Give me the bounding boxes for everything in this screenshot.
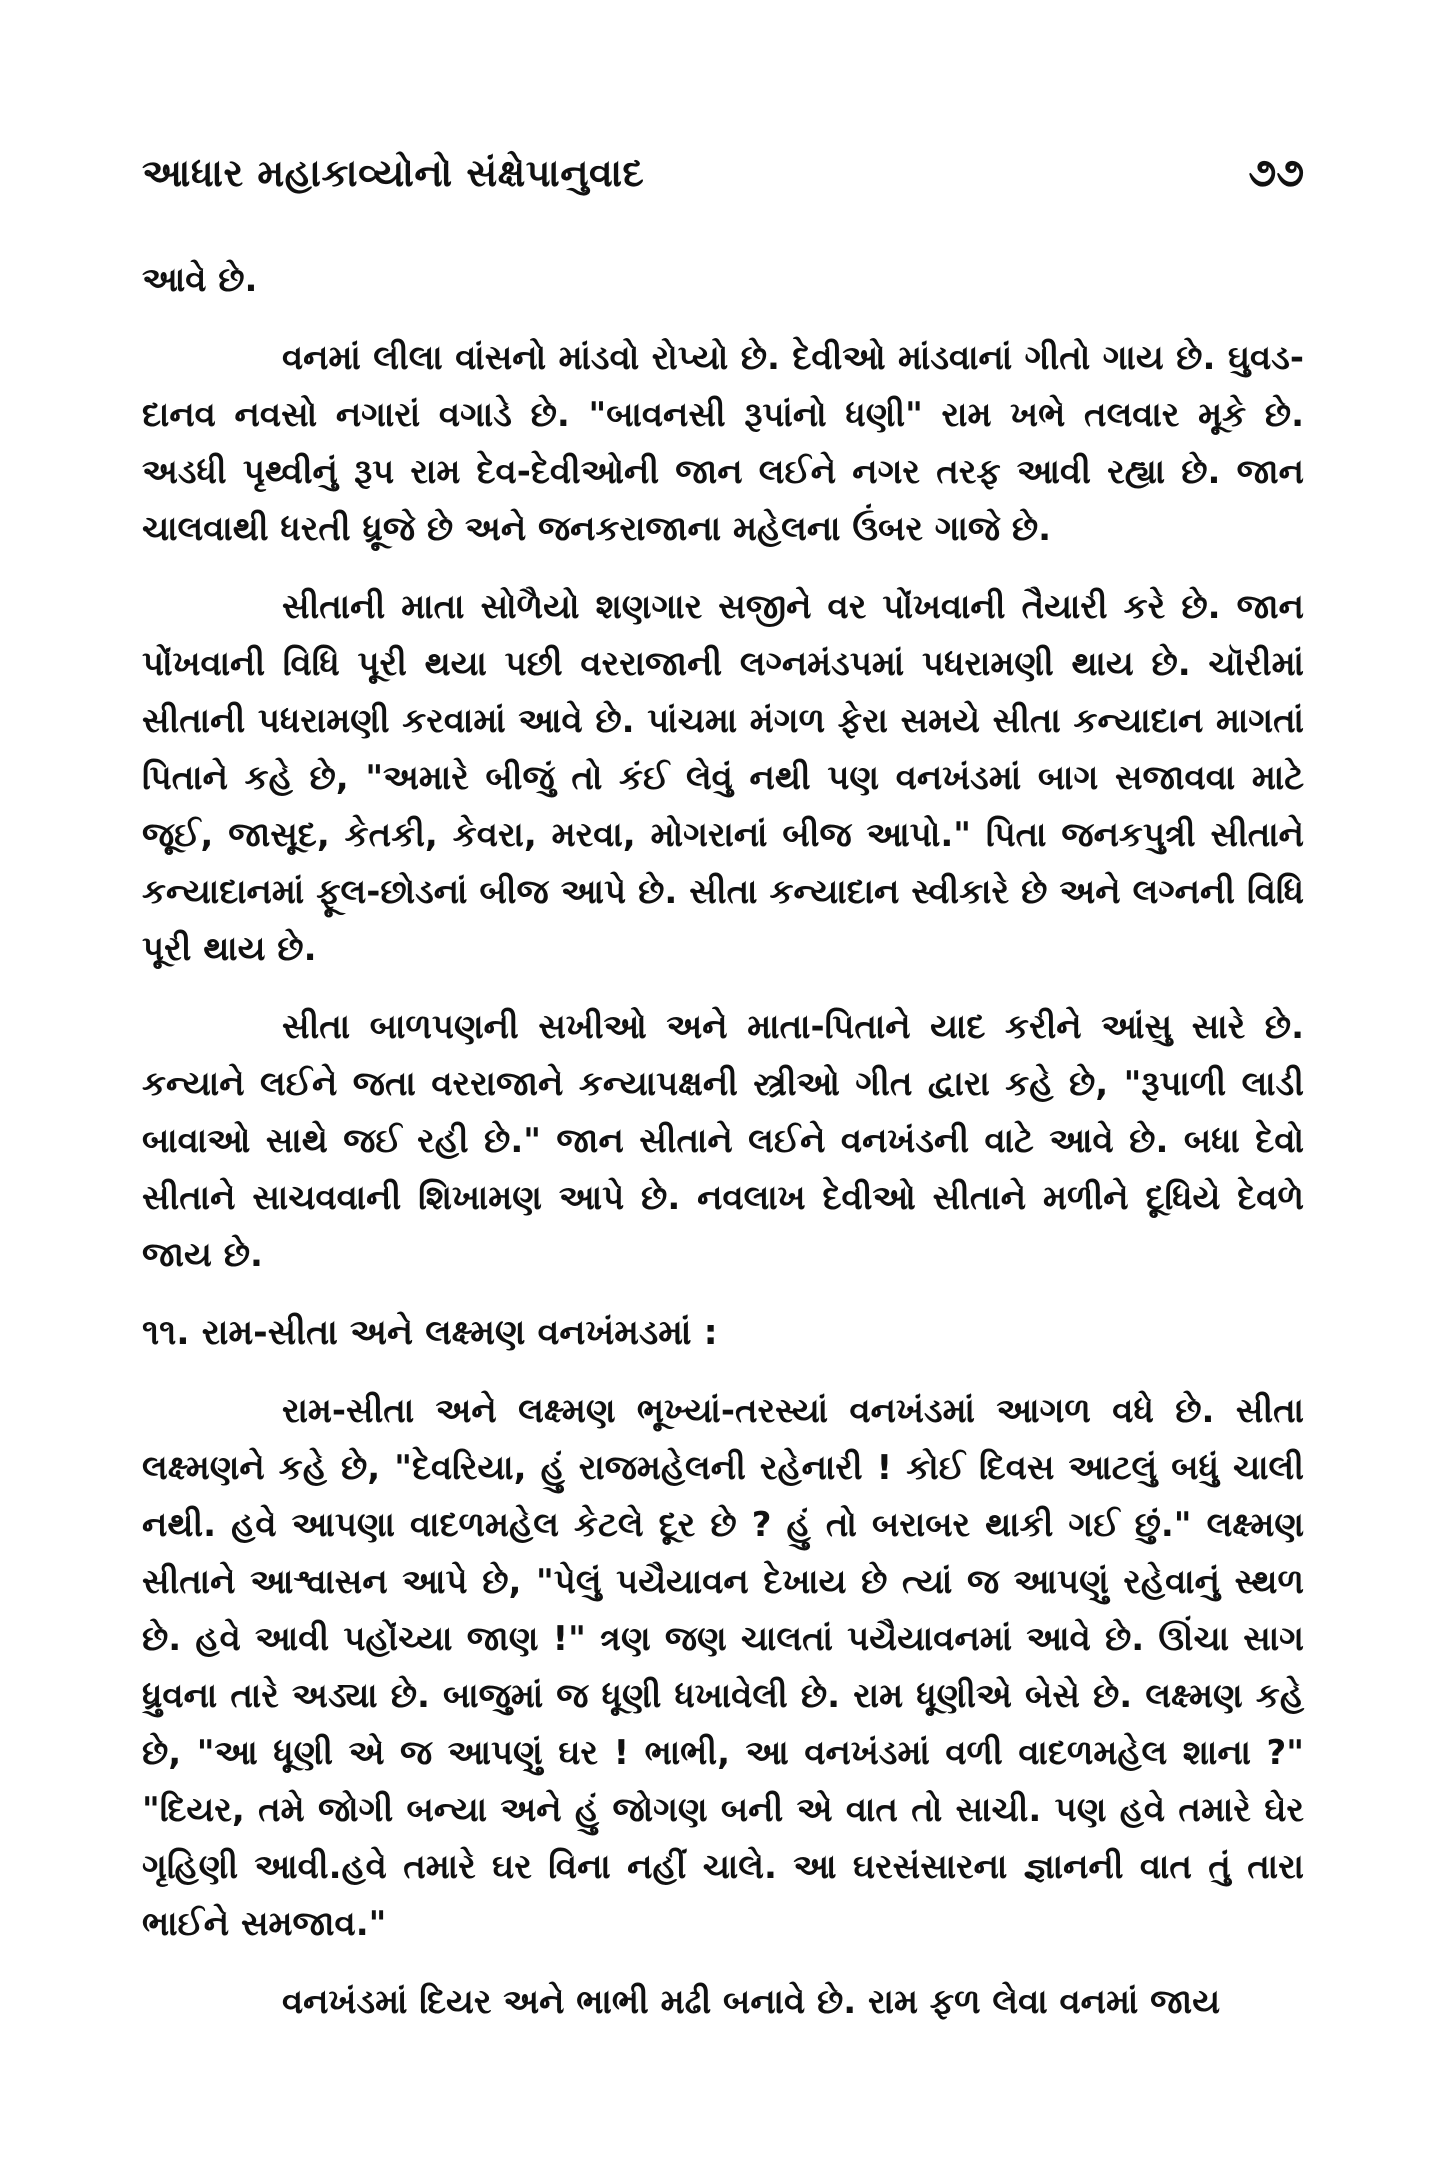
paragraph: વનમાં લીલા વાંસનો માંડવો રોપ્યો છે. દેવીઓ માંડવાનાં ગીતો ગાય છે. ઘુવડ-દાનવ નવસો નગારાં વગાડે છે. "બાવનસી રૂપાંનો ધણી" રામ ખભે તલવાર મૂકે છે. અડધી પૃથ્વીનું રૂપ રામ દેવ-દેવીઓની જાન લઈને નગર તરફ આવી રહ્યા છે. જાન ચાલવાથી ધરતી ધ્રૂજે છે અને જનકરાજાના મહેલના ઉંબર ગાજે છે.	[142, 338, 1304, 549]
body-text	[142, 252, 1304, 2052]
running-title: આધાર મહાકાવ્યોનો સંક્ષેપાનુવાદ	[142, 151, 645, 195]
paragraph: સીતાની માતા સોળૈયો શણગાર સજીને વર પોંખવાની તૈયારી કરે છે. જાન પોંખવાની વિધિ પૂરી થયા પછી વરરાજાની લગ્નમંડપમાં પધરામણી થાય છે. ચૉરીમાં સીતાની પધરામણી કરવામાં આવે છે. પાંચમા મંગળ ફેરા સમયે સીતા કન્યાદાન માગતાં પિતાને કહે છે, "અમારે બીજું તો કંઈ લેવું નથી પણ વનખંડમાં બાગ સજાવવા માટે જૂઈ, જાસૂદ, કેતકી, કેવરા, મરવા, મોગરાનાં બીજ આપો." પિતા જનકપુત્રી સીતાને કન્યાદાનમાં ફૂલ-છોડનાં બીજ આપે છે. સીતા કન્યાદાન સ્વીકારે છે અને લગ્નની વિધિ પૂરી થાય છે.	[142, 587, 1304, 969]
page-number: ૭૭	[1248, 150, 1304, 196]
paragraph: સીતા બાળપણની સખીઓ અને માતા-પિતાને યાદ કરીને આંસુ સારે છે. કન્યાને લઈને જતા વરરાજાને કન્યાપક્ષની સ્ત્રીઓ ગીત દ્વારા કહે છે, "રૂપાળી લાડી બાવાઓ સાથે જઈ રહી છે." જાન સીતાને લઈને વનખંડની વાટે આવે છે. બધા દેવો સીતાને સાચવવાની શિખામણ આપે છે. નવલાખ દેવીઓ સીતાને મળીને દૂધિયે દેવળે જાય છે.	[142, 1007, 1304, 1275]
page-header	[142, 150, 1304, 206]
paragraph-continuation: આવે છે.	[142, 260, 258, 300]
section-heading: ૧૧. રામ-સીતા અને લક્ષ્મણ વનખંમડમાં :	[142, 1313, 718, 1353]
paragraph: રામ-સીતા અને લક્ષ્મણ ભૂખ્યાં-તરસ્યાં વનખંડમાં આગળ વધે છે. સીતા લક્ષ્મણને કહે છે, "દેવરિયા, હું રાજમહેલની રહેનારી ! કોઈ દિવસ આટલું બધું ચાલી નથી. હવે આપણા વાદળમહેલ કેટલે દૂર છે ? હું તો બરાબર થાકી ગઈ છું." લક્ષ્મણ સીતાને આશ્વાસન આપે છે, "પેલું પયૈયાવન દેખાય છે ત્યાં જ આપણું રહેવાનું સ્થળ છે. હવે આવી પહોંચ્યા જાણ !" ત્રણ જણ ચાલતાં પયૈયાવનમાં આવે છે. ઊંચા સાગ ધ્રુવના તારે અડ્યા છે. બાજુમાં જ ધૂણી ધખાવેલી છે. રામ ધૂણીએ બેસે છે. લક્ષ્મણ કહે છે, "આ ધૂણી એ જ આપણું ઘર ! ભાભી, આ વનખંડમાં વળી વાદળમહેલ શાના ?" "દિયર, તમે જોગી બન્યા અને હું જોગણ બની એ વાત તો સાચી. પણ હવે તમારે ઘેર ગૃહિણી આવી.હવે તમારે ઘર વિના નહીં ચાલે. આ ઘરસંસારના જ્ઞાનની વાત તું તારા ભાઈને સમજાવ."	[142, 1391, 1304, 1944]
paragraph: વનખંડમાં દિયર અને ભાભી મઢી બનાવે છે. રામ ફળ લેવા વનમાં જાય	[282, 1982, 1221, 2022]
